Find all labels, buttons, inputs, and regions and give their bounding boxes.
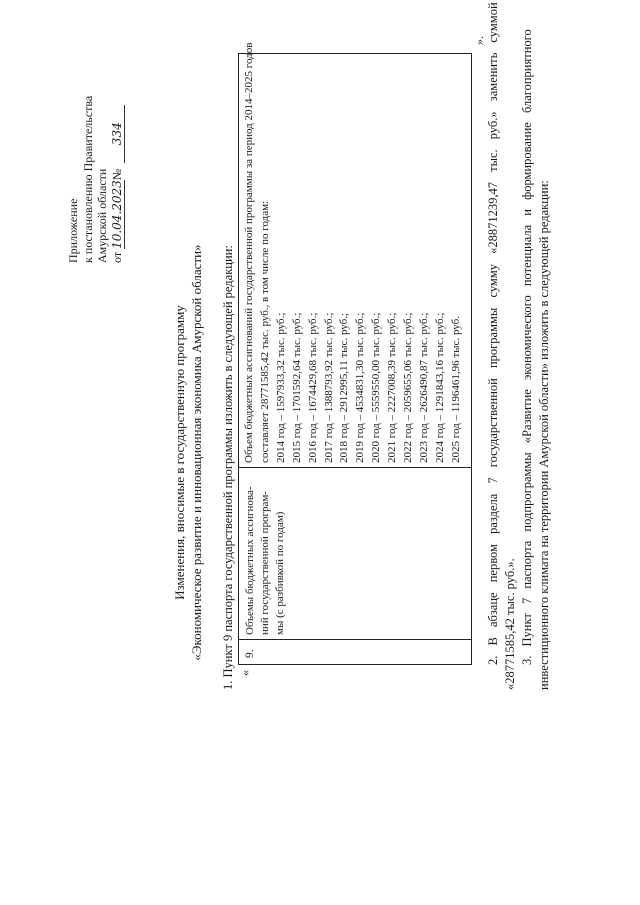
year-line: 2018 год – 2912995,11 тыс. руб.; (338, 312, 351, 463)
number-prefix: № (109, 168, 124, 181)
passport-table (238, 42, 472, 665)
label-line: мы (с разбивкой по годам) (274, 511, 286, 635)
year-line: 2016 год – 1674429,68 тыс. руб.; (306, 312, 319, 463)
year-line: 2014 год – 1597933,32 тыс. руб.; (274, 312, 287, 463)
approval-date-line (110, 96, 126, 263)
label-cell (243, 487, 288, 636)
year-line: 2015 год – 1701592,64 тыс. руб.; (290, 312, 303, 463)
table-col-label (239, 467, 471, 639)
row-number: 9. (244, 649, 256, 658)
value-line: составляет 28771585,42 тыс. руб., в том числе по годам: (258, 200, 271, 463)
from-prefix: от (109, 251, 124, 263)
year-line: 2023 год – 2626490,87 тыс. руб.; (417, 312, 430, 463)
handwritten-number: 334 (110, 105, 126, 163)
year-line: 2019 год – 4534831,30 тыс. руб.; (354, 312, 367, 463)
label-line: ний государственной програм- (259, 491, 271, 635)
quote-open: « (238, 670, 252, 676)
section2-line1: 2. В абзаце первом раздела 7 государственной программы сумму «28871239,47 тыс. руб.» заменить суммой (486, 2, 500, 665)
document-title-line1: Изменения, вносимые в государственную программу (172, 305, 187, 600)
section3-line2: инвестиционного климата на территории Амурской области» изложить в следующей редакции: (537, 180, 551, 690)
approval-block (66, 96, 125, 263)
section1-intro: 1. Пункт 9 паспорта государственной программы изложить в следующей редакции: (221, 245, 235, 690)
table-col-number (239, 639, 471, 664)
approval-region: Амурской области (95, 168, 110, 263)
year-line: 2022 год – 2059655,06 тыс. руб.; (402, 312, 415, 463)
value-line: Объем бюджетных ассигнований государственной программы за период 2014–2025 годов (243, 42, 255, 463)
year-line: 2017 год – 1388793,92 тыс. руб.; (322, 312, 335, 463)
year-line: 2025 год – 1196461,96 тыс. руб. (449, 316, 462, 463)
document-title-line2: «Экономическое развитие и инновационная экономика Амурской области» (189, 244, 204, 661)
quote-close: ». (472, 36, 486, 45)
approval-resolution: к постановлению Правительства (80, 95, 95, 263)
year-line: 2021 год – 2227008,39 тыс. руб.; (386, 312, 399, 463)
year-line: 2024 год – 1291843,16 тыс. руб.; (433, 312, 446, 463)
value-cell (242, 43, 465, 463)
section2-line2: «28771585,42 тыс. руб.». (503, 558, 517, 690)
table-col-value (239, 42, 471, 467)
handwritten-date: 10.04.2023 (109, 180, 124, 249)
approval-title: Приложение (66, 198, 80, 263)
label-line: Объемы бюджетных ассигнова- (244, 486, 256, 635)
year-line: 2020 год – 5559550,00 тыс. руб.; (370, 312, 383, 463)
section3-line1: 3. Пункт 7 паспорта подпрограммы «Развитие экономического потенциала и формирование благоприятного (520, 29, 534, 665)
